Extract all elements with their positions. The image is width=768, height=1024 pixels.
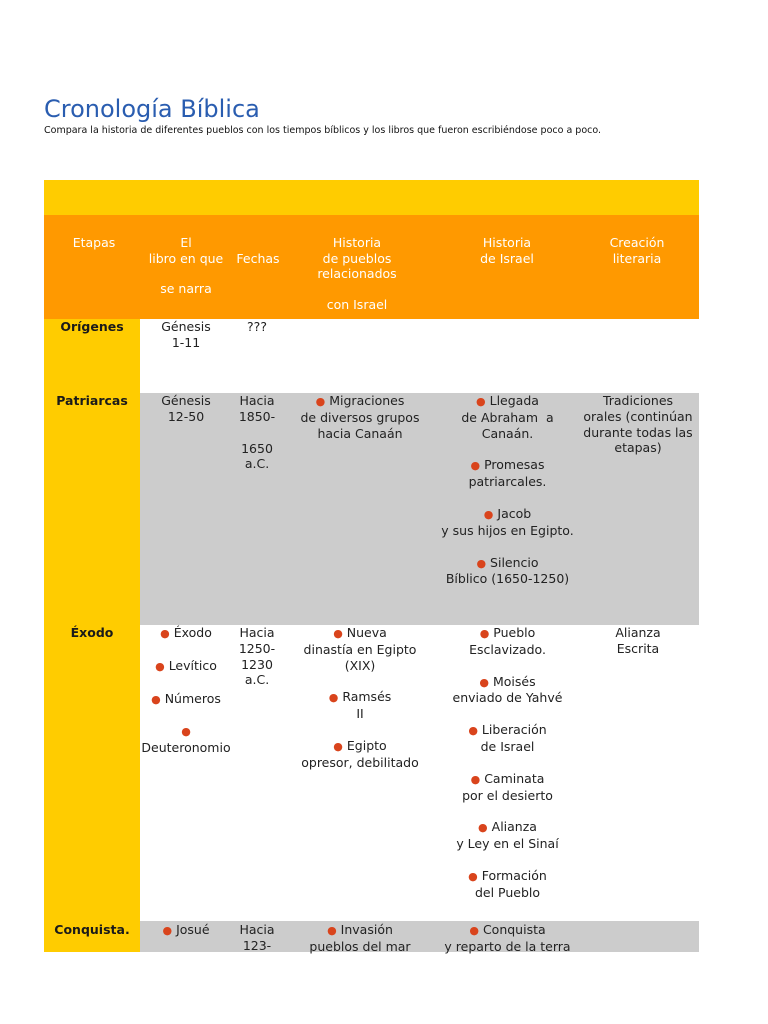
libro-cell: Génesis 12-50 <box>161 393 211 424</box>
bullet-icon: ● <box>470 772 481 786</box>
bullet-icon: ● <box>479 627 490 640</box>
bullet-icon: ● <box>478 821 488 835</box>
pueblos-cell: ● Migraciones de diversos grupos hacia Canaán <box>300 393 420 441</box>
bullet-icon: ● <box>160 627 170 640</box>
bullet-icon: ● <box>468 869 478 883</box>
table-top-bar <box>44 180 699 215</box>
pueblos-cell: ● Nueva dinastía en Egipto (XIX) ● Ramsés II ● Egipto opresor, debilitado <box>301 625 419 770</box>
fechas-cell: ??? <box>247 319 267 334</box>
bullet-icon: ● <box>469 924 479 937</box>
libro-cell: ● Josué <box>162 922 210 937</box>
bullet-icon: ● <box>476 556 487 570</box>
israel-cell: ● Llegada de Abraham a Canaán. ● Promesas patriarcales. ● Jacob y sus hijos en Egipto. ● Silencio Bíblico (1650-1250) <box>441 393 574 587</box>
bullet-icon: ● <box>333 627 343 640</box>
bullet-icon: ● <box>470 459 481 473</box>
header-pueblos: Historia de pueblos relacionados con Israel <box>317 235 397 312</box>
bullet-icon: ● <box>181 725 191 739</box>
pueblos-cell: ● Invasión pueblos del mar <box>309 922 411 954</box>
bullet-icon: ● <box>328 691 339 705</box>
header-libro: El libro en que se narra <box>148 235 224 296</box>
israel-cell: ● Pueblo Esclavizado. ● Moisés enviado de Yahvé ● Liberación de Israel ● Caminata por el desierto ● Alianza y Ley en el Sinaí ● Formación del Pueblo <box>452 625 563 900</box>
bullet-icon: ● <box>162 924 173 937</box>
israel-cell: ● Conquista y reparto de la terra <box>444 922 571 954</box>
stage-label: Patriarcas <box>56 393 128 408</box>
bullet-icon: ● <box>476 395 486 408</box>
libro-cell: Génesis 1-11 <box>161 319 211 350</box>
bullet-icon: ● <box>468 724 478 738</box>
bullet-icon: ● <box>315 395 326 408</box>
stage-label: Éxodo <box>70 625 114 640</box>
fechas-cell: Hacia 123- <box>239 922 275 953</box>
fechas-cell: Hacia 1850- 1650 a.C. <box>238 393 276 472</box>
header-creacion: Creación literaria <box>609 235 665 266</box>
creacion-cell: Tradiciones orales (continúan durante todas las etapas) <box>583 393 693 456</box>
stage-label: Orígenes <box>60 319 124 334</box>
header-etapas: Etapas <box>72 235 116 250</box>
bullet-icon: ● <box>479 675 489 689</box>
bullet-icon: ● <box>327 924 337 937</box>
creacion-cell: Alianza Escrita <box>615 625 661 656</box>
page-subtitle: Compara la historia de diferentes pueblos con los tiempos bíblicos y los libros que fueron escribiéndose poco a poco. <box>44 125 602 136</box>
fechas-cell: Hacia 1250- 1230 a.C. <box>238 625 276 688</box>
header-israel: Historia de Israel <box>480 235 534 266</box>
bullet-icon: ● <box>151 692 161 706</box>
header-fechas: Fechas <box>236 251 280 266</box>
stage-label: Conquista. <box>54 922 130 937</box>
bullet-icon: ● <box>333 739 343 753</box>
bullet-icon: ● <box>483 507 494 521</box>
page-title: Cronología Bíblica <box>44 95 260 123</box>
bullet-icon: ● <box>155 659 165 673</box>
libro-cell: ● Éxodo ● Levítico ● Números ● Deuteronomio <box>141 625 231 756</box>
